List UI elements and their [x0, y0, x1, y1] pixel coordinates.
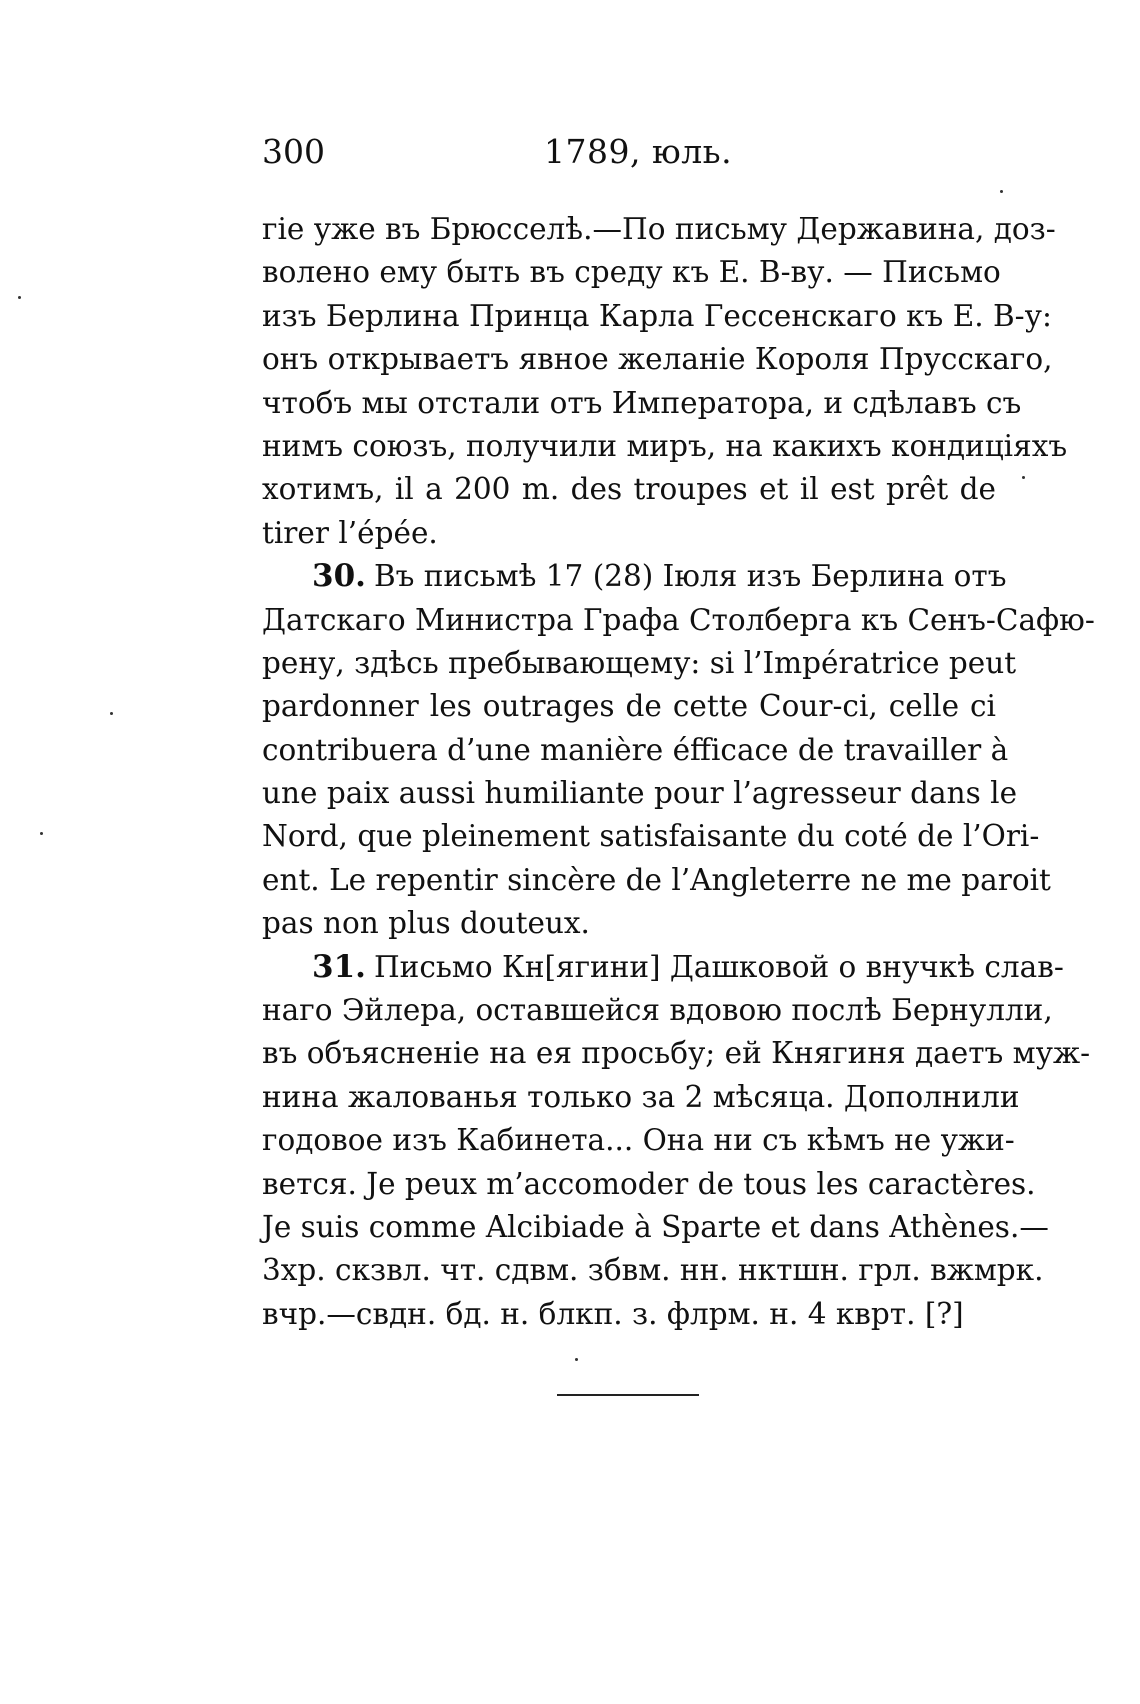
- text-line: Въ письмѣ 17 (28) Іюля изъ Берлина отъ: [373, 559, 1007, 594]
- text-line: вется. Je peux m’accomoder de tous les caractères.: [262, 1166, 1036, 1201]
- text-line: онъ открываетъ явное желаніе Короля Прусскаго,: [262, 342, 1053, 377]
- text-line: наго Эйлера, оставшейся вдовою послѣ Бернулли,: [262, 993, 1053, 1028]
- entry-30: [262, 555, 1095, 946]
- text-line: хотимъ, il a 200 m. des troupes et il est prêt de: [262, 472, 996, 507]
- text-line: Nord, que pleinement satisfaisante du coté de l’Ori-: [262, 819, 1040, 854]
- entry-first-line: [262, 946, 1064, 989]
- scan-speck: [575, 1358, 578, 1361]
- text-line: pas non plus douteux.: [262, 906, 590, 941]
- scan-speck: [110, 712, 113, 715]
- text-line: Письмо Кн[ягини] Дашковой о внучкѣ слав-: [373, 949, 1064, 984]
- text-line: pardonner les outrages de cette Cour-ci, celle ci: [262, 689, 996, 724]
- text-line: рену, здѣсь пребывающему: si l’Impératrice peut: [262, 645, 1017, 680]
- entry-number: 30.: [312, 558, 366, 595]
- body-text: [262, 208, 1095, 1336]
- text-line: въ объясненіе на ея просьбу; ей Княгиня даетъ муж-: [262, 1036, 1091, 1071]
- entry-number: 31.: [312, 948, 366, 985]
- text-line: вчр.—свдн. бд. н. блкп. з. флрм. н. 4 кврт. [?]: [262, 1296, 964, 1331]
- text-line: изъ Берлина Принца Карла Гессенскаго къ Е. В-у:: [262, 298, 1052, 333]
- paragraph-continuation: [262, 208, 1068, 555]
- text-line: ent. Le repentir sincère de l’Angleterre ne me paroit: [262, 862, 1051, 897]
- text-line: une paix aussi humiliante pour l’agresseur dans le: [262, 776, 1018, 811]
- page-number: 300: [262, 132, 325, 171]
- text-line: годовое изъ Кабинета... Она ни съ кѣмъ не ужи-: [262, 1123, 1015, 1158]
- text-line: 3хр. скзвл. чт. сдвм. збвм. нн. нктшн. грл. вжмрк.: [262, 1253, 1044, 1288]
- text-line: нина жалованья только за 2 мѣсяца. Дополнили: [262, 1079, 1020, 1114]
- entry-first-line: [262, 555, 1007, 598]
- text-line: contribuera d’une manière éfficace de travailler à: [262, 732, 1009, 767]
- running-head-title: 1789, юль.: [544, 132, 733, 171]
- text-line: волено ему быть въ среду къ Е. В-ву. — Письмо: [262, 255, 1001, 290]
- scan-speck: [1000, 190, 1003, 193]
- text-line: нимъ союзъ, получили миръ, на какихъ кондиціяхъ: [262, 428, 1068, 463]
- scan-speck: [40, 832, 43, 835]
- text-line: чтобъ мы отстали отъ Императора, и сдѣлавъ съ: [262, 385, 1022, 420]
- scan-speck: [18, 296, 21, 299]
- text-line: гіе уже въ Брюсселѣ.—По письму Державина, доз-: [262, 212, 1056, 246]
- running-head: [262, 128, 950, 176]
- text-line: Датскаго Министра Графа Столберга къ Сенъ-Сафю-: [262, 602, 1095, 637]
- entry-31: [262, 946, 1091, 1337]
- section-end-rule: [557, 1394, 699, 1396]
- scan-speck: [1022, 476, 1025, 479]
- text-line: tirer l’épée.: [262, 515, 438, 550]
- text-line: Je suis comme Alcibiade à Sparte et dans Athènes.—: [262, 1209, 1049, 1244]
